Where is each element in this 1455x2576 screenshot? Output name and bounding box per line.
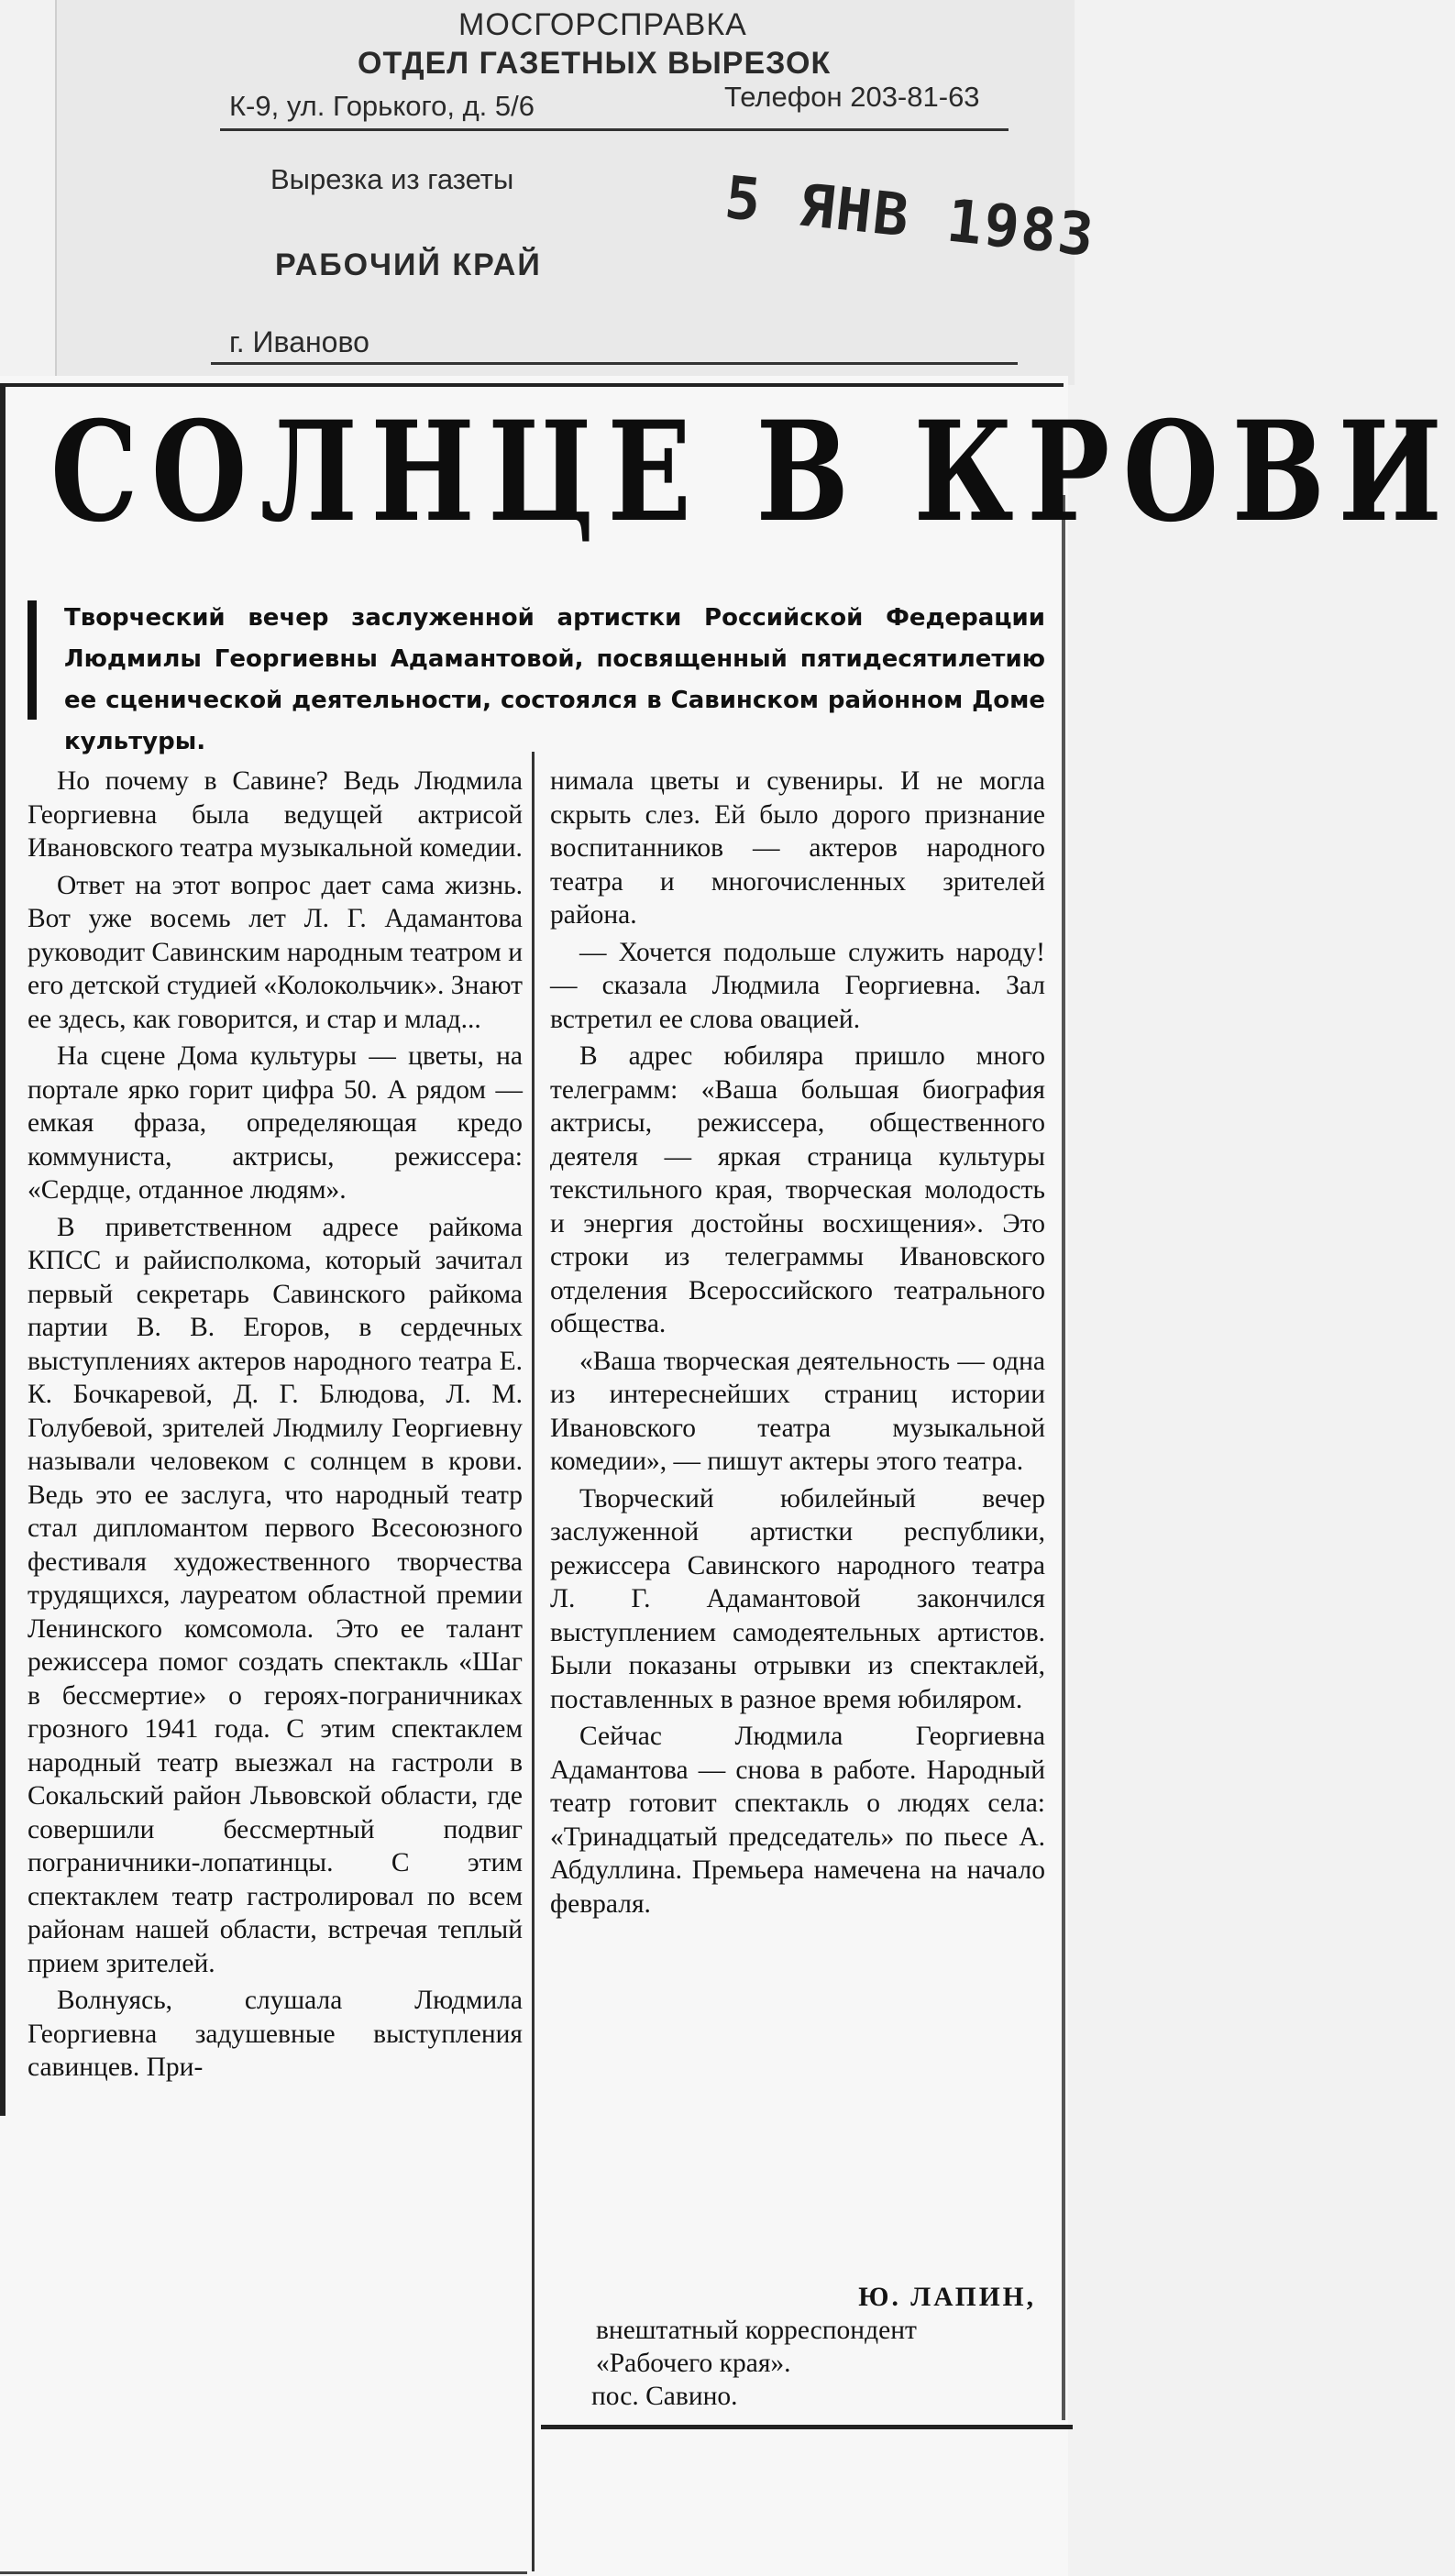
date-stamp: 5 ЯНВ 1983	[722, 164, 1099, 270]
article-left-rule	[0, 383, 6, 2116]
stamp-dept: ОТДЕЛ ГАЗЕТНЫХ ВЫРЕЗОК	[358, 46, 832, 81]
paragraph: В приветственном адресе райкома КПСС и райисполкома, который зачитал первый секретарь Савинского райкома партии В. В. Егоров, в сердечных выступлениях актеров народного театра Е. К. Бочкаревой, Д. Г. Блюдова, Л. М. Голубевой, зрителей Людмилу Георгиевну называли человеком с солнцем в крови. Ведь это ее заслуга, что народный театр стал дипломантом первого Всесоюзного фестиваля художественного творчества трудящихся, лауреатом областной премии Ленинского комсомола. Это ее талант режиссера помог создать спектакль «Шаг в бессмертие» о героях-пограничниках грозного 1941 года. С этим спектаклем народный театр выезжал на гастроли в Сокальский район Львовской области, где совершили бессмертный подвиг пограничники-лопатинцы. С этим спектаклем театр гастролировал по всем районам нашей области, встречая теплый прием зрителей.	[28, 1212, 523, 1978]
lead-bar	[28, 600, 37, 720]
column-divider	[532, 752, 535, 2571]
author-place: пос. Савино.	[591, 2382, 738, 2411]
column-bottom-rule	[0, 2571, 527, 2574]
article-top-rule	[0, 383, 1064, 387]
article-column-left	[28, 765, 523, 2085]
paragraph: — Хочется подольше служить народу! — сказала Людмила Георгиевна. Зал встретил ее слова овацией.	[550, 937, 1045, 1034]
paragraph: В адрес юбиляра пришло много телеграмм: «Ваша большая биография актрисы, режиссера, общественного деятеля — яркая страница культуры текстильного края, творческая молодость и энергия достойны восхищения». Это строки из телеграммы Ивановского отделения Всероссийского театрального общества.	[550, 1041, 1045, 1338]
stamp-divider-bottom	[211, 362, 1018, 365]
paragraph-continued: нимала цветы и сувениры. И не могла скрыть слез. Ей было дорого признание воспитанников — актеров народного театра и многочисленных зрителей района.	[550, 766, 1045, 930]
paragraph: «Ваша творческая деятельность — одна из интереснейших страниц истории Ивановского театра музыкальной комедии», — пишут актеры этого театра.	[550, 1346, 1045, 1476]
stamp-org: МОСГОРСПРАВКА	[458, 7, 747, 42]
article-column-right	[550, 765, 1045, 1921]
paragraph: Но почему в Савине? Ведь Людмила Георгиевна была ведущей актрисой Ивановского театра музыкальной комедии.	[28, 766, 523, 863]
article-headline: СОЛНЦЕ В КРОВИ	[50, 391, 1455, 553]
stamp-city: г. Иваново	[229, 325, 369, 358]
stamp-cut-from: Вырезка из газеты	[270, 163, 514, 195]
stamp-newspaper: РАБОЧИЙ КРАЙ	[275, 248, 542, 282]
article-lead: Творческий вечер заслуженной артистки Российской Федерации Людмилы Георгиевны Адамантовой, посвященный пятидесятилетию ее сценической деятельности, состоялся в Савинском районном Доме культуры.	[64, 604, 1045, 755]
stamp-address: К-9, ул. Горького, д. 5/6	[229, 90, 535, 122]
stamp-divider	[220, 128, 1009, 131]
paragraph: Волнуясь, слушала Людмила Георгиевна задушевные выступления савинцев. При-	[28, 1986, 523, 2082]
paragraph: Творческий юбилейный вечер заслуженной артистки республики, режиссера Савинского народного театра Л. Г. Адамантовой закончился выступлением самодеятельных артистов. Были показаны отрывки из спектаклей, поставленных в разное время юбиляром.	[550, 1483, 1045, 1714]
paragraph: Сейчас Людмила Георгиевна Адамантова — снова в работе. Народный театр готовит спектакль о людях села: «Тринадцатый председатель» по пьесе А. Абдуллина. Премьера намечена на начало февраля.	[550, 1722, 1045, 1919]
author-role: внештатный корреспондент	[596, 2316, 917, 2345]
paragraph: На сцене Дома культуры — цветы, на портале ярко горит цифра 50. А рядом — емкая фраза, определяющая кредо коммуниста, актрисы, режиссера: «Сердце, отданное людям».	[28, 1041, 523, 1205]
author-name: Ю. ЛАПИН,	[858, 2283, 1036, 2312]
article-right-rule	[1062, 495, 1065, 2420]
stamp-phone: Телефон 203-81-63	[724, 81, 980, 113]
article-bottom-rule	[541, 2425, 1073, 2429]
paragraph: Ответ на этот вопрос дает сама жизнь. Вот уже восемь лет Л. Г. Адамантова руководит Савинским народным театром и его детской студией «Колокольчик». Знают ее здесь, как говорится, и стар и млад...	[28, 870, 523, 1034]
article-signature	[550, 2281, 1045, 2413]
author-outlet: «Рабочего края».	[596, 2349, 791, 2378]
